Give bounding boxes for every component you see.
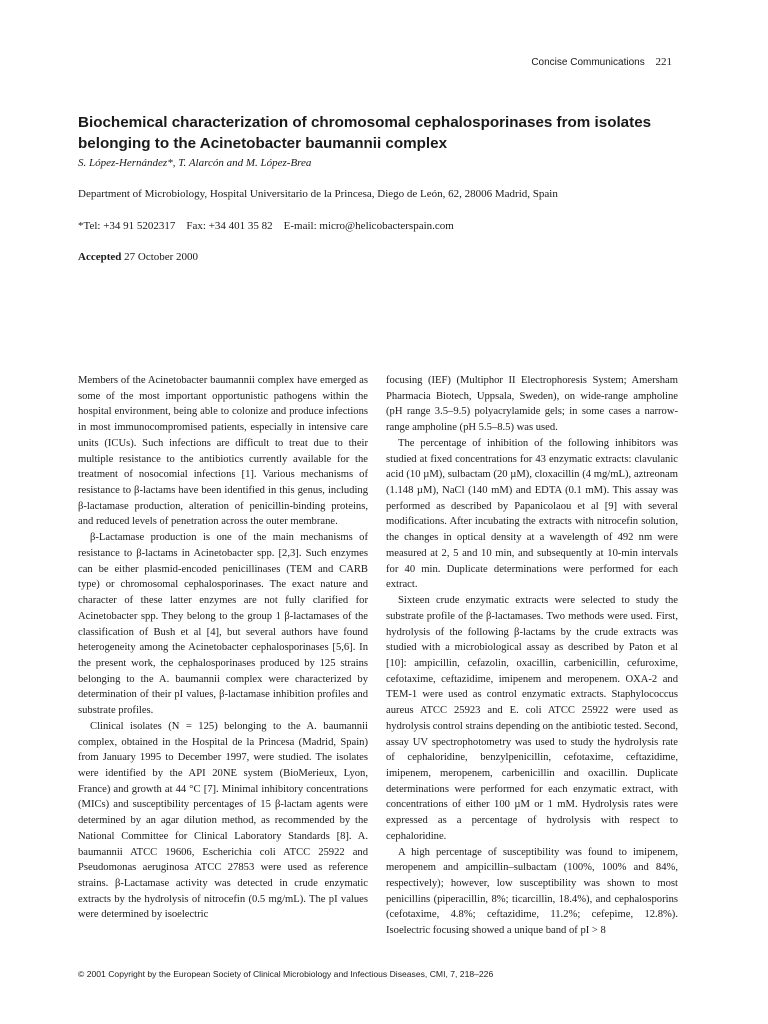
paragraph: Sixteen crude enzymatic extracts were selected to study the substrate profile of the β-lactamases. Two methods were used. First, hydrolysis of the following β-lactams by the crude extracts was studied with a microbiological assay as described by Paton et al [10]: ampicillin, cefazolin, oxacillin, carbenicillin, cefuroxime, cefotaxime, ceftazidime, imipenem and meropenem. OXA-2 and TEM-1 were used as control enzymatic extracts. Staphylococcus aureus ATCC 25923 and E. coli ATCC 25922 were used as hydrolysis control strains depending on the antibiotic tested. Second, assay UV spectrophotometry was used to study the hydrolysis rate of cephaloridine, benzylpenicillin, cefotaxime, ceftazidime, imipenem, meropenem, carbenicillin and oxacillin. Duplicate determinations were performed for each enzymatic extract, with concentrations of either 100 µM or 1 mM. Hydrolysis rates were expressed as a percentage of hydrolysis with respect to cephaloridine.: [386, 595, 678, 842]
paragraph: β-Lactamase production is one of the main mechanisms of resistance to β-lactams in Acinetobacter spp. [2,3]. Such enzymes can be either plasmid-encoded penicillinases (TEM and CARB type) or chromosomal cephalosporinases. The exact nature and character of these latter enzymes are not fully clarified for Acinetobacter spp. They belong to the group 1 β-lactamases of the classification of Bush et al [4], but several authors have found heterogeneity among the Acinetobacter cephalosporinases [5,6]. In the present work, the cephalosporinases produced by 125 strains belonging to the A. baumannii complex were characterized by determination of their pI values, β-lactamase inhibition profiles and substrate profiles.: [78, 532, 368, 717]
paragraph: focusing (IEF) (Multiphor II Electrophoresis System; Amersham Pharmacia Biotech, Uppsala, Sweden), on wide-range ampholine (pH range 3.5–9.5) polyacrylamide gels; in some cases a narrow-range ampholine (pH 5.5–8.5) was used.: [386, 375, 678, 434]
page-number: 221: [655, 56, 672, 68]
running-head-section: Concise Communications: [531, 57, 645, 68]
accepted-date: 27 October 2000: [124, 251, 199, 263]
article-title: Biochemical characterization of chromosomal cephalosporinases from isolates belonging to the Acinetobacter baumannii complex: [78, 114, 652, 152]
contact-details: *Tel: +34 91 5202317 Fax: +34 401 35 82 E-mail: micro@helicobacterspain.com: [78, 220, 454, 232]
paragraph: The percentage of inhibition of the following inhibitors was studied at fixed concentrations for 43 enzymatic extracts: clavulanic acid (10 µM), sulbactam (20 µM), cloxacillin (4 mg/mL), aztreonam (1.148 µM), NaCl (140 mM) and EDTA (0.1 mM). This assay was performed as described by Papanicolaou et al [9] with several modifications. After incubating the extracts with nitrocefin solution, the changes in optical density at a wavelength of 492 nm were measured at 2, 5 and 10 min, and subsequently at 10-min intervals for 40 min. Duplicate determinations were performed for each extract.: [386, 437, 678, 591]
paragraph: A high percentage of susceptibility was found to imipenem, meropenem and ampicillin–sulbactam (100%, 100% and 84%, respectively); however, low susceptibility was shown to most penicillins (piperacillin, 8%; ticarcillin, 18.4%), and cephalosporins (cefotaxime, 4.8%; ceftazidime, 11.2%; cefepime, 12.8%). Isoelectric focusing showed a unique band of pI > 8: [386, 846, 678, 937]
author-affiliation: Department of Microbiology, Hospital Universitario de la Princesa, Diego de León, 62, 28006 Madrid, Spain: [78, 188, 558, 200]
body-column-right: [386, 373, 678, 939]
paragraph: Clinical isolates (N = 125) belonging to the A. baumannii complex, obtained in the Hospital de la Princesa (Madrid, Spain) from January 1995 to December 1997, were studied. The isolates were identified by the API 20NE system (BioMerieux, Lyon, France) and growth at 44 °C [7]. Minimal inhibitory concentrations (MICs) and susceptibility percentages of 15 β-lactam agents were determined by an agar dilution method, as recommended by the National Committee for Clinical Laboratory Standards [8]. A. baumannii ATCC 19606, Escherichia coli ATCC 25922 and Pseudomonas aeruginosa ATCC 27853 were used as reference strains. β-Lactamase activity was detected in crude enzymatic extracts by the hydrolysis of nitrocefin (0.5 mg/mL). The pI values were determined by isoelectric: [78, 720, 368, 921]
running-head: [531, 56, 672, 68]
accepted-label: Accepted: [78, 251, 122, 263]
body-column-left: [78, 373, 368, 923]
copyright-footer: © 2001 Copyright by the European Society of Clinical Microbiology and Infectious Diseases, CMI, 7, 218–226: [78, 969, 494, 979]
article-authors: S. López-Hernández*, T. Alarcón and M. López-Brea: [78, 157, 312, 169]
accepted-line: [78, 251, 198, 263]
paragraph: Members of the Acinetobacter baumannii complex have emerged as some of the most important opportunistic pathogens within the hospital environment, being able to colonize and produce infections in most immunocompromised patients, especially in intensive care units (ICUs). Such infections are difficult to treat due to their multiple resistance to the antibiotics currently available for the treatment of nosocomial infections [1]. Various mechanisms of resistance to β-lactams have been identified in this genus, including β-lactamase production, alteration of penicillin-binding proteins, and reduced levels of penetration across the outer membrane.: [78, 375, 368, 528]
